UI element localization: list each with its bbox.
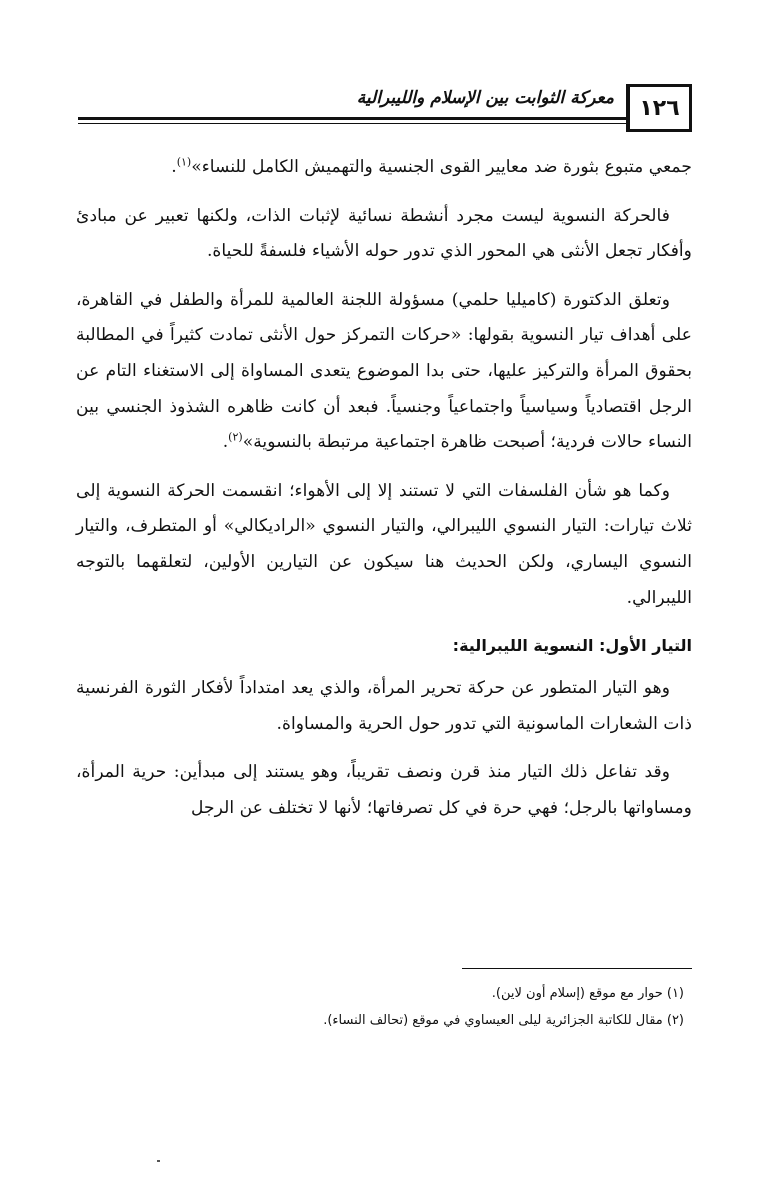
running-title: معركة الثوابت بين الإسلام والليبرالية	[356, 88, 614, 108]
scan-mark	[157, 1160, 160, 1162]
page-number: ١٢٦	[626, 84, 692, 132]
paragraph-6: وقد تفاعل ذلك التيار منذ قرن ونصف تقريباً، وهو يستند إلى مبدأين: حرية المرأة، ومساواتها بالرجل؛ فهي حرة في كل تصرفاتها؛ لأنها لا تختلف عن الرجل	[76, 762, 692, 818]
paragraph-4: وكما هو شأن الفلسفات التي لا تستند إلا إلى الأهواء؛ انقسمت الحركة النسوية إلى ثلاث تيارات: التيار النسوي الليبرالي، والتيار النسوي «الراديكالي» أو المتطرف، والتيار النسوي اليساري، ولكن الحديث هنا سيكون عن التيارين الأولين، لتعلقهما بالتوجه الليبرالي.	[76, 480, 692, 608]
paragraph-1: جمعي متبوع بثورة ضد معايير القوى الجنسية والتهميش الكامل للنساء»$^{(١)}$.	[171, 155, 692, 177]
paragraph-2: فالحركة النسوية ليست مجرد أنشطة نسائية لإثبات الذات، ولكنها تعبير عن مبادئ وأفكار تجعل الأنثى هي المحور الذي تدور حوله الأشياء فلسفةً للحياة.	[76, 205, 692, 262]
footnotes	[84, 980, 684, 1034]
paragraph-3: وتعلق الدكتورة (كاميليا حلمي) مسؤولة اللجنة العالمية للمرأة والطفل في القاهرة، على أهداف تيار النسوية بقولها: «حركات التمركز حول الأنثى تمادت كثيراً في المطالبة بحقوق المرأة والتركيز عليها، حتى بدا الموضوع يتعدى المساواة إلى الاستغناء التام عن الرجل اقتصادياً وسياسياً واجتماعياً وجنسياً. فبعد أن كانت ظاهره الشذوذ الجنسي بين النساء حالات فردية؛ أصبحت ظاهرة اجتماعية مرتبطة بالنسوية»$^{(٢)}$.	[76, 289, 692, 453]
body-text	[76, 150, 692, 840]
paragraph-5: وهو التيار المتطور عن حركة تحرير المرأة، والذي يعد امتداداً لأفكار الثورة الفرنسية ذات الشعارات الماسونية التي تدور حول الحرية والمساواة.	[76, 678, 692, 734]
footnote-1: (١) حوار مع موقع (إسلام أون لاين).	[491, 986, 684, 1001]
header-rule-thin	[78, 123, 626, 124]
header-rule	[78, 117, 626, 120]
footnote-ref-2: (٢)	[228, 430, 243, 444]
footnote-ref-1: (١)	[176, 155, 192, 169]
section-heading: التيار الأول: النسوية الليبرالية:	[452, 636, 692, 656]
page-header	[78, 84, 692, 134]
footnote-divider	[462, 968, 692, 969]
footnote-2: (٢) مقال للكاتبة الجزائرية ليلى العيساوي في موقع (تحالف النساء).	[323, 1013, 684, 1028]
